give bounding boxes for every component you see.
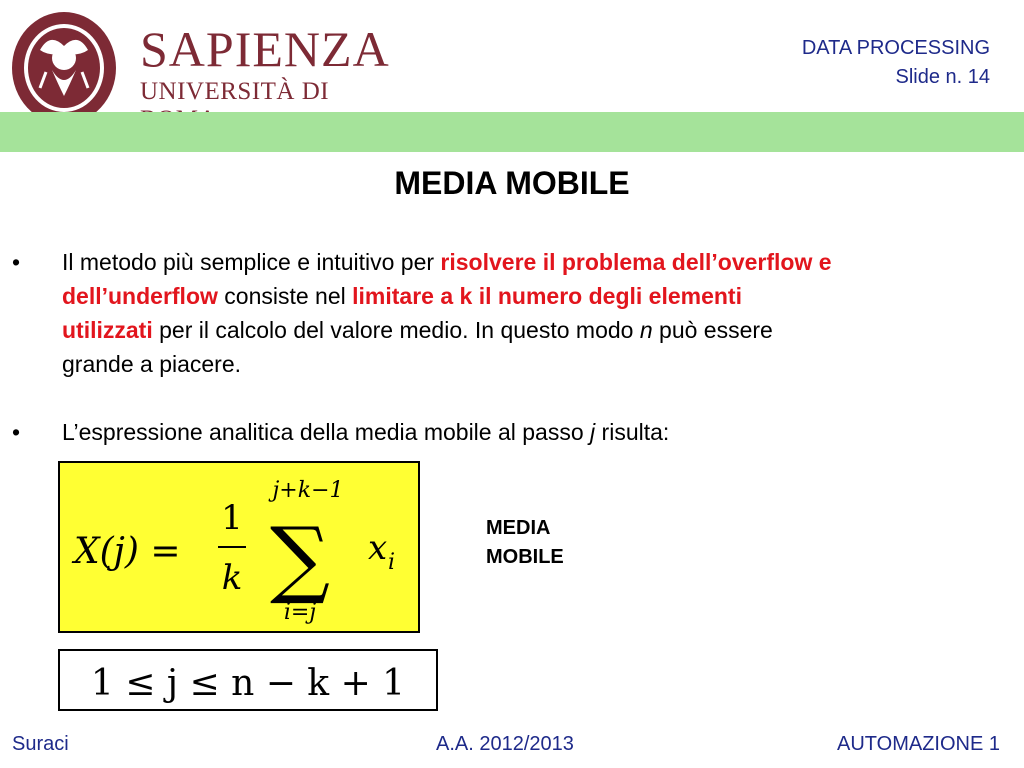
- slide-title: MEDIA MOBILE: [394, 165, 630, 201]
- bullet-1-text: [62, 245, 1022, 381]
- bullet-marker: •: [12, 249, 21, 275]
- footer-author: Suraci: [12, 733, 69, 755]
- bullet-marker: •: [12, 419, 21, 445]
- formula-term-subscript: i: [388, 550, 396, 575]
- university-seal-logo: [10, 10, 118, 126]
- bullet-1-line-4: grande a piacere.: [62, 351, 242, 377]
- moving-average-formula: [58, 461, 420, 633]
- condition-text: 1 ≤ j ≤ n − k + 1: [90, 663, 406, 704]
- header-info: [802, 34, 990, 92]
- brand-subtitle: UNIVERSITÀ DI: [140, 78, 330, 105]
- formula-denominator: k: [221, 558, 243, 598]
- formula-lhs: X(j) =: [74, 531, 181, 572]
- sum-lower-limit: i=j: [283, 600, 317, 625]
- footer-course: AUTOMAZIONE 1: [837, 733, 1000, 755]
- index-condition: [58, 649, 438, 711]
- bullet-2-text: L’espressione analitica della media mobile al passo j risulta:: [62, 419, 670, 445]
- bullet-1-line-1: Il metodo più semplice e intuitivo per risolvere il problema dell’overflow e: [62, 249, 832, 275]
- formula-term: x: [368, 528, 388, 568]
- slide-number: Slide n. 14: [895, 66, 990, 88]
- course-name: DATA PROCESSING: [801, 37, 990, 59]
- formula-numerator: 1: [221, 498, 243, 538]
- bullet-1-line-3: utilizzati per il calcolo del valore medio. In questo modo n può essere: [62, 317, 773, 343]
- brand-name: SAPIENZA: [140, 21, 390, 77]
- header-band: [0, 112, 1024, 152]
- footer-year: A.A. 2012/2013: [436, 733, 574, 755]
- summation-sign: ∑: [270, 509, 330, 607]
- bullet-1-line-2: dell’underflow consiste nel limitare a k il numero degli elementi: [62, 283, 742, 309]
- formula-label: MEDIA MOBILE: [486, 517, 564, 568]
- sum-upper-limit: j+k−1: [272, 478, 344, 503]
